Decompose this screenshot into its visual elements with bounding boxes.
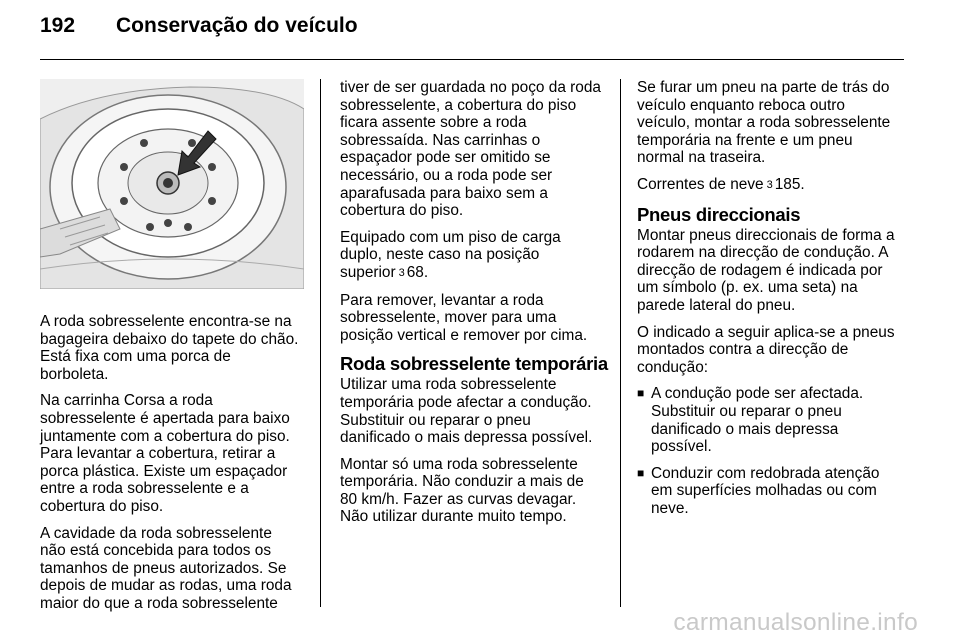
section-heading: Roda sobresselente temporária [340, 353, 608, 375]
watermark: carmanualsonline.info [673, 609, 918, 636]
bullet-icon: ■ [637, 465, 645, 480]
list-item-text: Conduzir com redobrada atenção em superfícies molhadas ou com neve. [651, 464, 880, 517]
paragraph: Se furar um pneu na parte de trás do veículo enquanto reboca outro veículo, montar a roda sobresselente temporária na frente e um pneu normal na traseira. [637, 79, 891, 167]
column-divider [620, 79, 621, 607]
section-heading: Pneus direccionais [637, 203, 801, 225]
paragraph: Montar pneus direccionais de forma a rodarem na direcção de condução. A direcção de rodagem é indicada por um símbolo (p. ex. uma seta) na parede lateral do pneu. [637, 226, 895, 314]
bullet-icon: ■ [637, 386, 645, 401]
page-number: 192 [40, 14, 76, 37]
paragraph: A cavidade da roda sobresselente não está concebida para todos os tamanhos de pneus autorizados. Se depois de mudar as rodas, uma roda maior do que a roda sobresselente [40, 524, 292, 612]
reference-arrow-icon: 3 [766, 178, 773, 191]
page-reference[interactable]: 68. [406, 263, 429, 281]
list-item [637, 385, 907, 455]
paragraph [340, 229, 608, 283]
paragraph [637, 176, 907, 195]
header-rule [40, 59, 904, 60]
paragraph: tiver de ser guardada no poço da roda sobresselente, a cobertura do piso ficara assente sobre a roda sobressaída. Nas carrinhas o espaçador pode ser omitido se necessário, ou a roda pode ser aparafusada para baixo sem a cobertura do piso. [340, 79, 601, 220]
list-item [637, 465, 907, 518]
paragraph-text: Correntes de neve [637, 175, 764, 193]
column-3 [637, 79, 907, 526]
paragraph: Montar só uma roda sobresselente temporária. Não conduzir a mais de 80 km/h. Fazer as curvas devagar. Não utilizar durante muito tempo. [340, 455, 584, 526]
paragraph: Na carrinha Corsa a roda sobresselente é apertada para baixo juntamente com a cobertura do piso. Para levantar a cobertura, retirar a porca plástica. Existe um espaçador entre a roda sobresselente e a cobertura do piso. [40, 392, 290, 515]
paragraph-text: Equipado com um piso de carga duplo, neste caso na posição superior [340, 228, 561, 281]
spare-wheel-drawing [40, 79, 304, 289]
column-1 [40, 79, 308, 622]
page-title: Conservação do veículo [116, 14, 358, 37]
paragraph: Utilizar uma roda sobresselente temporária pode afectar a condução. Substituir ou reparar o pneu danificado o mais depressa possível. [340, 376, 593, 447]
column-2 [340, 79, 608, 535]
paragraph: A roda sobresselente encontra-se na bagageira debaixo do tapete do chão. Está fixa com uma porca de borboleta. [40, 313, 299, 383]
list-item-text: A condução pode ser afectada. Substituir ou reparar o pneu danificado o mais depressa possível. [651, 385, 864, 456]
paragraph: O indicado a seguir aplica-se a pneus montados contra a direcção de condução: [637, 323, 895, 376]
reference-arrow-icon: 3 [398, 266, 405, 279]
bullet-list [637, 385, 907, 517]
column-divider [320, 79, 321, 607]
paragraph: Para remover, levantar a roda sobresselente, mover para uma posição vertical e remover por cima. [340, 291, 588, 344]
page-reference[interactable]: 185. [774, 175, 805, 193]
spare-wheel-illustration [40, 79, 304, 289]
page-header [40, 14, 358, 44]
